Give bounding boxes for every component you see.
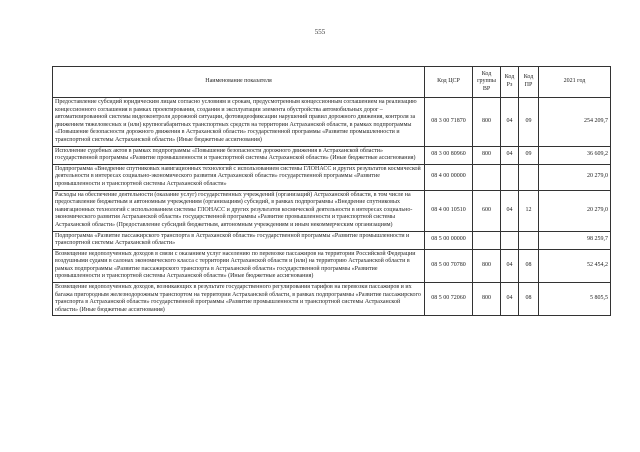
row-amount: 20 279,0 bbox=[539, 190, 611, 231]
header-pr: Код ПР bbox=[519, 67, 539, 98]
header-name: Наименование показателя bbox=[53, 67, 425, 98]
row-amount: 36 609,2 bbox=[539, 146, 611, 164]
header-csr: Код ЦСР bbox=[425, 67, 473, 98]
row-rz: 04 bbox=[501, 249, 519, 282]
row-group: 800 bbox=[473, 98, 501, 147]
row-rz: 04 bbox=[501, 283, 519, 316]
row-rz: 04 bbox=[501, 98, 519, 147]
row-group bbox=[473, 164, 501, 190]
row-group bbox=[473, 231, 501, 249]
row-amount: 5 805,5 bbox=[539, 283, 611, 316]
row-pr: 08 bbox=[519, 249, 539, 282]
row-csr: 08 4 00 00000 bbox=[425, 164, 473, 190]
table-row bbox=[53, 283, 611, 316]
row-pr: 12 bbox=[519, 190, 539, 231]
row-rz bbox=[501, 164, 519, 190]
row-csr: 08 4 00 10510 bbox=[425, 190, 473, 231]
row-name: Возмещение недополученных доходов в связи с оказанием услуг населению по перевозке пассажиров на территории Российской Федерации воздушными судами в салонах экономического класса с территории Астраханской области и (или) на территорию Астраханской области в рамках подпрограммы «Развитие пассажирского транспорта в Астраханской области» государственной программы «Развитие промышленности и транспортной системы Астраханской области» (Иные бюджетные ассигнования) bbox=[53, 249, 425, 282]
row-name: Возмещение недополученных доходов, возникающих в результате государственного регулирования тарифов на перевозки пассажиров и их багажа пригородным железнодорожным транспортом на территории Астраханской области, в рамках подпрограммы «Развитие пассажирского транспорта в Астраханской области» государственной программы «Развитие промышленности и транспортной системы Астраханской области» (Иные бюджетные ассигнования) bbox=[53, 283, 425, 316]
row-rz: 04 bbox=[501, 190, 519, 231]
page-number: 555 bbox=[314, 28, 326, 36]
row-group: 600 bbox=[473, 190, 501, 231]
table-row bbox=[53, 146, 611, 164]
row-csr: 08 5 00 00000 bbox=[425, 231, 473, 249]
table-row bbox=[53, 98, 611, 147]
table-row bbox=[53, 231, 611, 249]
row-rz bbox=[501, 231, 519, 249]
row-pr: 09 bbox=[519, 146, 539, 164]
header-group: Код группы ВР bbox=[473, 67, 501, 98]
row-name: Исполнение судебных актов в рамках подпрограммы «Повышение безопасности дорожного движения в Астраханской области» государственной программы «Развитие промышленности и транспортной системы Астраханской области» (Иные бюджетные ассигнования) bbox=[53, 146, 425, 164]
row-amount: 254 209,7 bbox=[539, 98, 611, 147]
row-rz: 04 bbox=[501, 146, 519, 164]
row-pr: 08 bbox=[519, 283, 539, 316]
row-name: Подпрограмма «Внедрение спутниковых навигационных технологий с использованием системы ГЛОНАСС и других результатов космической деятельности в интересах социально-экономического развития Астраханской области» государственной программы «Развитие промышленности и транспортной системы Астраханской области» bbox=[53, 164, 425, 190]
table-row bbox=[53, 190, 611, 231]
header-rz: Код Рз bbox=[501, 67, 519, 98]
row-csr: 08 3 00 80960 bbox=[425, 146, 473, 164]
row-group: 800 bbox=[473, 146, 501, 164]
row-pr bbox=[519, 164, 539, 190]
row-amount: 20 279,0 bbox=[539, 164, 611, 190]
budget-table bbox=[52, 66, 611, 316]
row-name: Расходы на обеспечение деятельности (оказание услуг) государственных учреждений (организаций) Астраханской области, в том числе на предоставление бюджетным и автономным учреждениям (организациям) субсидий, в рамках подпрограммы «Внедрение спутниковых навигационных технологий с использованием системы ГЛОНАСС и других результатов космической деятельности в интересах социально-экономического развития Астраханской области» государственной программы «Развитие промышленности и транспортной системы Астраханской области» (Предоставление субсидий бюджетным, автономным учреждениям и иным некоммерческим организациям) bbox=[53, 190, 425, 231]
table-header-row bbox=[53, 67, 611, 98]
row-group: 800 bbox=[473, 283, 501, 316]
row-name: Подпрограмма «Развитие пассажирского транспорта в Астраханской области» государственной программы «Развитие промышленности и транспортной системы Астраханской области» bbox=[53, 231, 425, 249]
header-year: 2021 год bbox=[539, 67, 611, 98]
row-amount: 52 454,2 bbox=[539, 249, 611, 282]
table-row bbox=[53, 249, 611, 282]
table-row bbox=[53, 164, 611, 190]
row-csr: 08 5 00 72060 bbox=[425, 283, 473, 316]
row-name: Предоставление субсидий юридическим лицам согласно условиям и срокам, предусмотренным концессионным соглашением на реализацию концессионного соглашения в рамках проектирования, создания и эксплуатации элемента обустройства автомобильных дорог – автоматизированной системы видеоконтроля дорожной ситуации, фотовидеофиксации нарушений правил дорожного движения, контроля за движением тяжеловесных и (или) крупногабаритных транспортных средств на территории Астраханской области, в рамках подпрограммы «Повышение безопасности дорожного движения в Астраханской области» государственной программы «Развитие промышленности и транспортной системы Астраханской области» (Иные бюджетные ассигнования) bbox=[53, 98, 425, 147]
row-amount: 98 259,7 bbox=[539, 231, 611, 249]
row-csr: 08 3 00 71870 bbox=[425, 98, 473, 147]
row-group: 800 bbox=[473, 249, 501, 282]
row-csr: 08 5 00 70780 bbox=[425, 249, 473, 282]
row-pr bbox=[519, 231, 539, 249]
row-pr: 09 bbox=[519, 98, 539, 147]
